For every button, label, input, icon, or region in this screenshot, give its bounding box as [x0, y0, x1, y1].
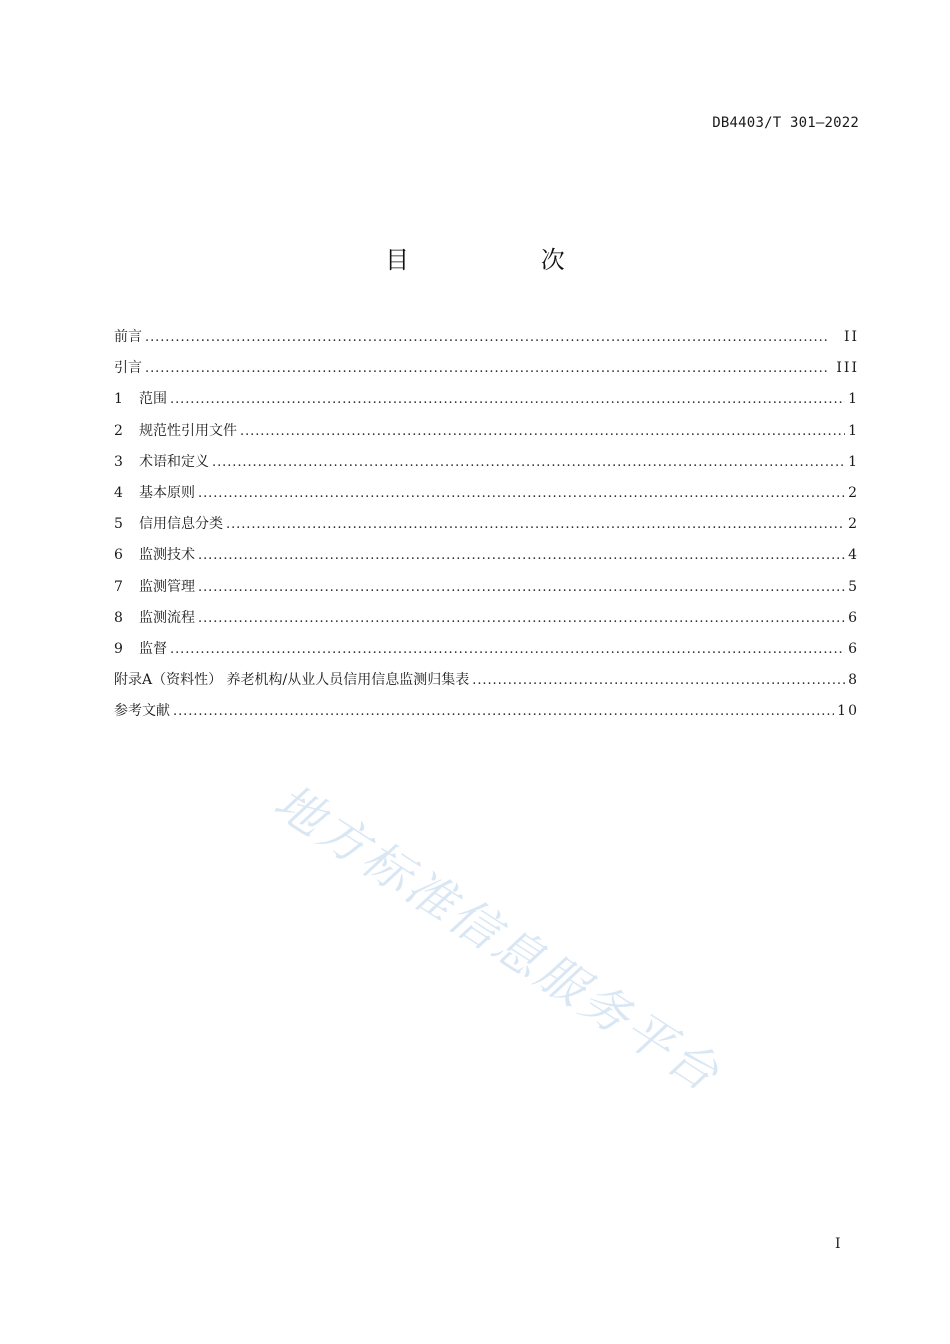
toc-entry-monitoring-management[interactable]	[114, 572, 859, 603]
toc-entry-supervision[interactable]	[114, 634, 859, 665]
toc-entry-bibliography[interactable]	[114, 696, 859, 727]
toc-dot-leader	[198, 540, 845, 571]
watermark: 地方标准信息服务平台	[264, 773, 731, 1104]
toc-dot-leader	[145, 353, 833, 384]
toc-dot-leader	[145, 322, 841, 353]
toc-entry-label: 监测管理	[139, 578, 195, 595]
toc-entry-normative-references[interactable]	[114, 416, 859, 447]
toc-entry-page: 6	[848, 609, 859, 626]
toc-dot-leader	[198, 478, 845, 509]
toc-entry-page: III	[836, 360, 859, 377]
toc-entry-number: 8	[114, 609, 123, 626]
toc-entry-label: 基本原则	[139, 484, 195, 501]
toc-entry-label: 附录A（资料性） 养老机构/从业人员信用信息监测归集表	[114, 672, 470, 689]
toc-entry-label: 规范性引用文件	[139, 422, 237, 439]
toc-entry-number: 9	[114, 640, 123, 657]
toc-entry-monitoring-technology[interactable]	[114, 540, 859, 571]
toc-dot-leader	[170, 634, 845, 665]
toc-entry-number: 2	[114, 422, 123, 439]
toc-entry-number: 7	[114, 578, 123, 595]
toc-entry-label: 参考文献	[114, 703, 170, 720]
toc-entry-page: 6	[848, 640, 859, 657]
toc-dot-leader	[170, 384, 845, 415]
toc-entry-appendix-a[interactable]	[114, 665, 859, 696]
document-code: DB4403/T 301—2022	[712, 115, 859, 131]
page-number: I	[835, 1236, 841, 1252]
toc-entry-page: 10	[837, 703, 859, 720]
toc-dot-leader	[198, 603, 845, 634]
toc-dot-leader	[198, 572, 845, 603]
toc-entry-page: 4	[848, 547, 859, 564]
toc-entry-foreword[interactable]	[114, 322, 859, 353]
toc-entry-page: 1	[848, 391, 859, 408]
toc-entry-scope[interactable]	[114, 384, 859, 415]
toc-dot-leader	[226, 509, 845, 540]
toc-entry-number: 3	[114, 453, 123, 470]
toc-dot-leader	[212, 447, 845, 478]
toc-entry-credit-classification[interactable]	[114, 509, 859, 540]
toc-entry-number: 1	[114, 391, 123, 408]
toc-entry-number: 5	[114, 516, 123, 533]
toc-entry-terms-definitions[interactable]	[114, 447, 859, 478]
toc-entry-number: 6	[114, 547, 123, 564]
toc-entry-label: 范围	[139, 391, 167, 408]
toc-dot-leader	[173, 696, 834, 727]
toc-entry-page: 5	[848, 578, 859, 595]
toc-entry-label: 引言	[114, 360, 142, 377]
toc-entry-basic-principles[interactable]	[114, 478, 859, 509]
toc-entry-page: 2	[848, 516, 859, 533]
table-of-contents	[114, 322, 859, 727]
toc-entry-label: 信用信息分类	[139, 516, 223, 533]
toc-entry-page: 1	[848, 453, 859, 470]
toc-title: 目 次	[385, 246, 627, 274]
toc-entry-page: 2	[848, 484, 859, 501]
toc-entry-monitoring-process[interactable]	[114, 603, 859, 634]
toc-entry-label: 监测流程	[139, 609, 195, 626]
toc-entry-page: II	[843, 329, 859, 345]
toc-entry-label: 术语和定义	[139, 453, 209, 470]
toc-entry-label: 前言	[114, 329, 142, 345]
toc-entry-label: 监督	[139, 640, 167, 657]
toc-entry-label: 监测技术	[139, 547, 195, 564]
toc-entry-introduction[interactable]	[114, 353, 859, 384]
toc-dot-leader	[472, 665, 845, 696]
toc-dot-leader	[240, 416, 845, 447]
toc-entry-page: 8	[848, 672, 859, 689]
toc-entry-number: 4	[114, 484, 123, 501]
toc-entry-page: 1	[848, 422, 859, 439]
